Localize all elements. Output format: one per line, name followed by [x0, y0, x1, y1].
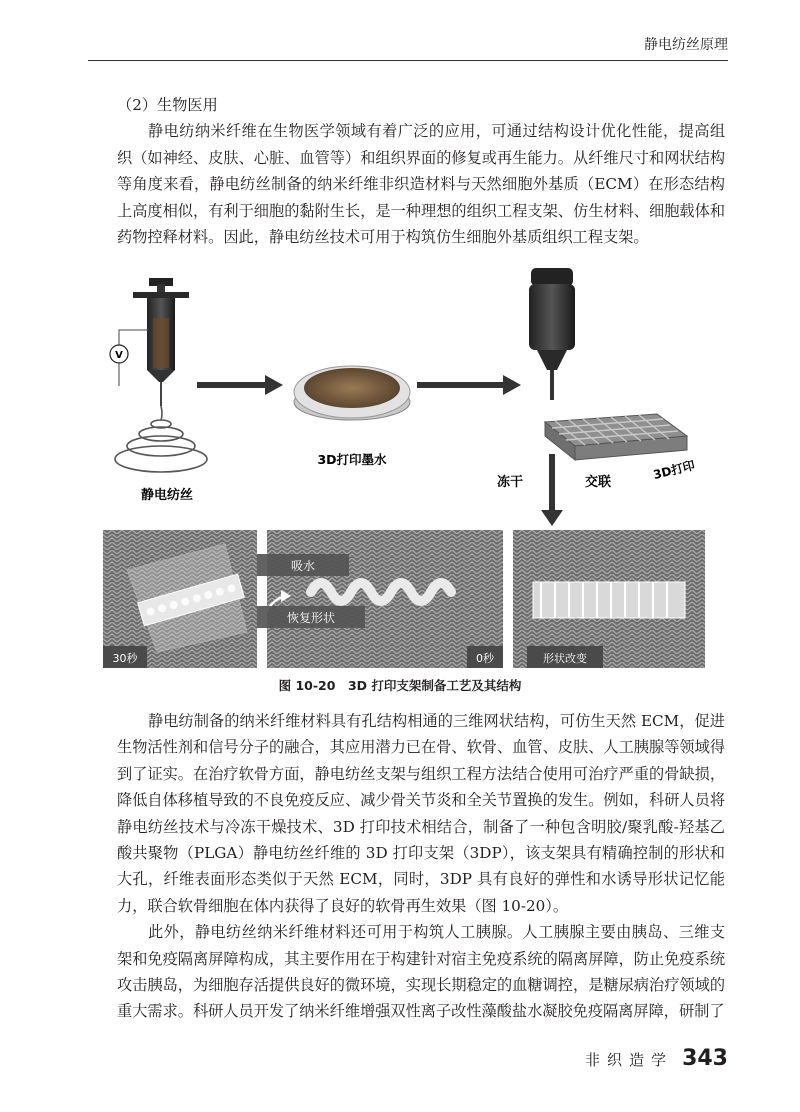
time-0s-label: 0秒 [476, 652, 494, 665]
section-subheading: （2）生物医用 [117, 96, 218, 114]
print-head [529, 268, 575, 400]
running-header: 静电纺丝原理 [644, 37, 728, 53]
body-text [117, 708, 725, 1025]
petri-dish-ink [294, 366, 410, 420]
figure-10-20 [97, 254, 705, 668]
shape-change-label: 形状改变 [543, 652, 587, 665]
book-title: 非织造学 [584, 1051, 673, 1069]
voltage-label: V [115, 350, 123, 361]
figure-caption: 图 10-20 3D 打印支架制备工艺及其结构 [278, 678, 522, 693]
section-text [117, 92, 725, 250]
voltage-source [110, 330, 149, 386]
paragraph-3: 此外，静电纺丝纳米纤维材料还可用于构筑人工胰腺。人工胰腺主要由胰岛、三维支架和免疫隔离屏障构成，其主要作用在于构建针对宿主免疫系统的隔离屏障，防止免疫系统攻击胰岛，为细胞存活提供良好的微环境，实现长期稳定的血糖调控，是糖尿病治疗领域的重大需求。科研人员开发了纳米纤维增强双性离子改性藻酸盐水凝胶免疫隔离屏障，研制了 [117, 923, 725, 1021]
printed-scaffold [545, 414, 687, 460]
absorb-water-label: 吸水 [290, 559, 316, 573]
syringe-illustration [133, 278, 189, 406]
time-30s-label: 30秒 [112, 652, 138, 665]
arrow-right-1 [197, 375, 283, 395]
page-number: 343 [682, 1046, 728, 1071]
freeze-dry-label: 冻干 [497, 475, 524, 490]
fiber-spiral [115, 406, 207, 472]
ink-label: 3D打印墨水 [317, 452, 387, 467]
header-rule [88, 60, 728, 61]
arrow-down [541, 454, 563, 526]
crosslink-label: 交联 [585, 475, 612, 490]
print-label: 3D打印 [651, 458, 697, 483]
electrospinning-label: 静电纺丝 [140, 488, 194, 503]
arrow-right-2 [417, 375, 521, 395]
paragraph-2: 静电纺制备的纳米纤维材料具有孔结构相通的三维网状结构，可仿生天然 ECM，促进生物活性剂和信号分子的融合，其应用潜力已在骨、软骨、血管、皮肤、人工胰腺等领域得到了证实。在治疗软骨方面，静电纺丝支架与组织工程方法结合使用可治疗严重的骨缺损，降低自体移植导致的不良免疫反应、减少骨关节炎和全关节置换的发生。例如，科研人员将静电纺丝技术与冷冻干燥技术、3D 打印技术相结合，制备了一种包含明胶/聚乳酸-羟基乙酸共聚物（PLGA）静电纺丝纤维的 3D 打印支架（3DP），该支架具有精确控制的形状和大孔，纤维表面形态类似于天然 ECM，同时，3DP 具有良好的弹性和水诱导形状记忆能力，联合软骨细胞在体内获得了良好的软骨再生效果（图 10-20）。 [117, 712, 725, 915]
paragraph-1: 静电纺纳米纤维在生物医学领域有着广泛的应用，可通过结构设计优化性能，提高组织（如神经、皮肤、心脏、血管等）和组织界面的修复或再生能力。从纤维尺寸和网状结构等角度来看，静电纺丝制备的纳米纤维非织造材料与天然细胞外基质（ECM）在形态结构上高度相似，有利于细胞的黏附生长，是一种理想的组织工程支架、仿生材料、细胞载体和药物控释材料。因此，静电纺丝技术可用于构筑仿生细胞外基质组织工程支架。 [117, 122, 725, 247]
page-footer [585, 1046, 728, 1071]
recover-shape-label: 恢复形状 [286, 611, 336, 625]
